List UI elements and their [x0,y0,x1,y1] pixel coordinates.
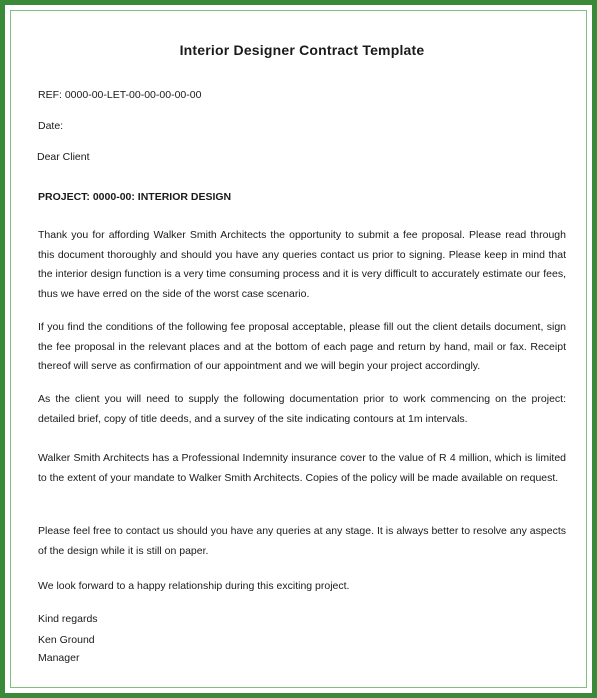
project-heading: PROJECT: 0000-00: INTERIOR DESIGN [38,191,232,203]
date-label: Date: [38,120,64,132]
closing-line: Kind regards [38,613,98,625]
reference-line: REF: 0000-00-LET-00-00-00-00-00 [38,89,202,101]
signer-name: Ken Ground [38,634,95,646]
paragraph-insurance: Walker Smith Architects has a Professional Indemnity insurance cover to the value of R 4 million, which is limited to the extent of your mandate to Walker Smith Architects. Copies of the policy will be made available on request. [38,452,566,484]
paragraph-conditions: If you find the conditions of the following fee proposal acceptable, please fill out the client details document, sign the fee proposal in the relevant places and at the bottom of each page and return by hand, mail or fax. Receipt thereof will serve as confirmation of our appointment and we will begin your project accordingly. [38,321,566,372]
paragraph-documentation: As the client you will need to supply the following documentation prior to work commencing on the project: detailed brief, copy of title deeds, and a survey of the site indicating contours at 1m intervals. [38,393,566,425]
paragraph-contact: Please feel free to contact us should you have any queries at any stage. It is always better to resolve any aspects of the design while it is still on paper. [38,525,566,557]
paragraph-fee-proposal: Thank you for affording Walker Smith Architects the opportunity to submit a fee proposal. Please read through this document thoroughly and should you have any queries contact us prior to signing. Please keep in mind that the interior design function is a very time consuming process and it is very difficult to accurately estimate our fees, thus we have erred on the side of the worst case scenario. [38,229,566,300]
signer-title: Manager [38,652,80,664]
salutation: Dear Client [37,151,90,163]
paragraph-relationship: We look forward to a happy relationship during this exciting project. [38,580,350,592]
document-title: Interior Designer Contract Template [179,42,425,58]
